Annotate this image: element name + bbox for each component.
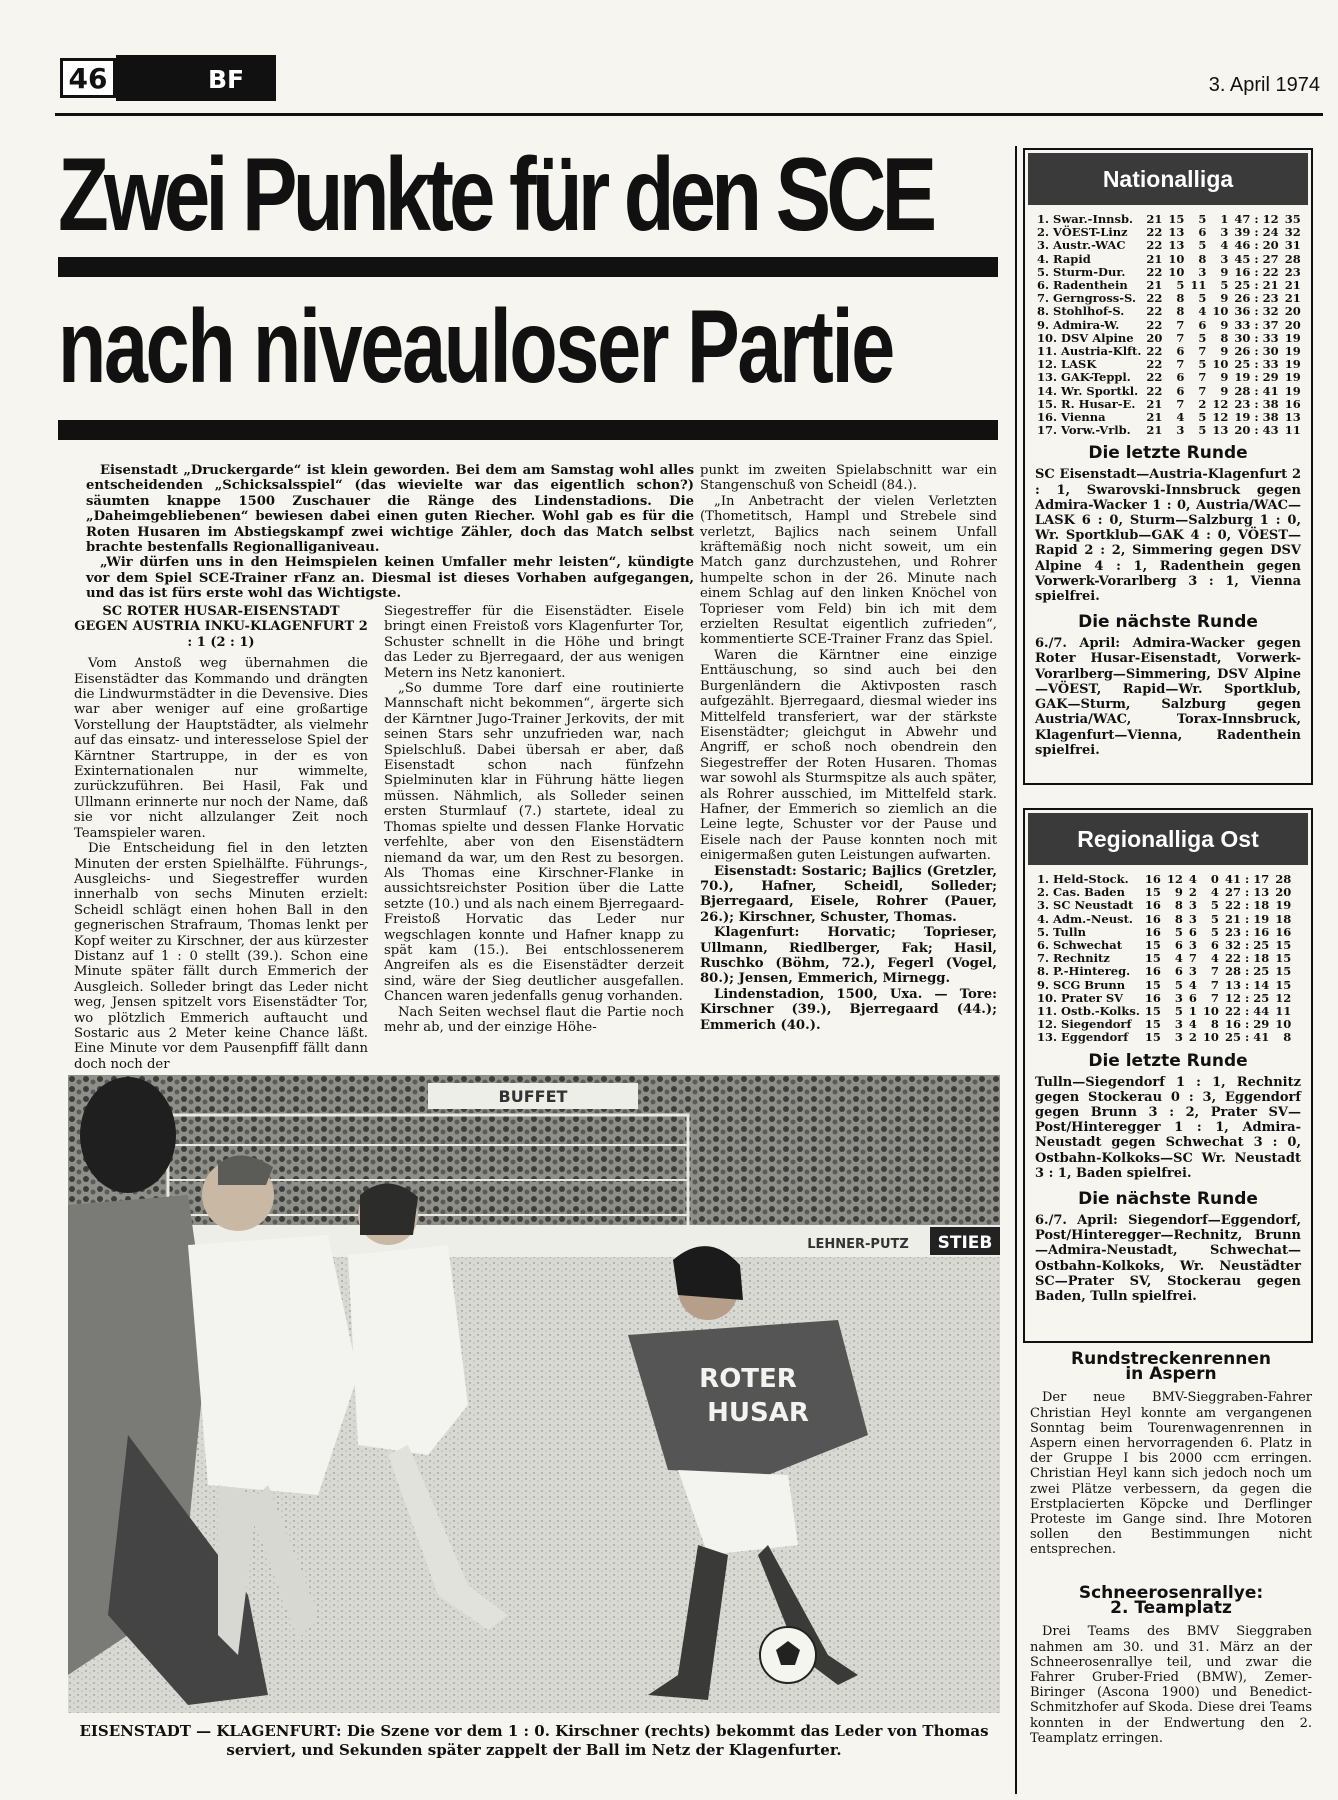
table-row (1035, 385, 1304, 398)
table-cell: 6 (1188, 990, 1197, 1005)
sign-buffet: BUFFET (498, 1087, 568, 1106)
table-cell: 21 (1146, 278, 1163, 293)
body-paragraph: Siegestreffer für die Eisenstädter. Eisele bringt einen Freistoß vors Klagenfurter Tor, Schuster schnellt in die Höhe und bringt das Leder zu Bjerregaard, der aus wenigen Metern ins Netz kanoniert. (384, 604, 684, 681)
table-cell: 22 (1146, 344, 1163, 359)
table-cell: 6 (1188, 924, 1197, 939)
table-cell: 7 (1176, 330, 1185, 345)
table-cell: 47 : 12 (1234, 212, 1279, 226)
team-name: 13. Eggendorf (1037, 1030, 1129, 1045)
table-cell: 3 (1174, 1030, 1183, 1045)
body-paragraph: Die Entscheidung fiel in den letzten Minuten der ersten Spielhälfte. Führungs-, Ausgleichs- und Siegestreffer wurden innerhalb von sechs Minuten erzielt: Scheidl schlägt einen hohen Ball in den gegnerischen Strafraum, Thomas lenkt per Kopf weiter zu Kirschner, der aus kürzester Distanz auf 1 : 0 stellt (39.). Schon eine Minute später fällt durch Emmerich der Ausgleich. Solleder bringt das Leder nicht weg, Jensen spitzelt vors Eisenstädter Tor, wo plötzlich Emmerich auftaucht und Sostaric aus 2 Meter keine Chance läßt. Eine Minute vor dem Pausenpfiff fällt dann doch noch der (74, 841, 368, 1072)
table-cell: 1 (1220, 212, 1229, 226)
nationalliga-box (1023, 148, 1313, 785)
table-cell: 12 : 25 (1224, 990, 1270, 1005)
table-cell: 20 : 43 (1234, 423, 1279, 438)
table-cell: 15 (1144, 885, 1161, 900)
match-photo-illustration (68, 1075, 1000, 1713)
table-cell: 4 (1220, 238, 1229, 253)
table-cell: 28 : 41 (1234, 383, 1279, 398)
table-cell: 13 (1168, 225, 1185, 240)
table-cell: 9 (1220, 291, 1229, 306)
table-cell: 16 (1144, 872, 1161, 886)
table-cell: 7 (1198, 344, 1207, 359)
table-cell: 8 (1174, 911, 1183, 926)
article-column-3 (700, 463, 997, 1033)
regionalliga-box (1023, 808, 1313, 1343)
table-cell: 8 (1283, 1030, 1292, 1045)
table-cell: 7 (1198, 370, 1207, 385)
table-cell: 23 : 38 (1234, 396, 1279, 411)
table-cell: 20 (1146, 330, 1163, 345)
table-cell: 10 (1275, 1017, 1292, 1032)
section-bar (116, 55, 276, 101)
table-cell: 15 (1144, 938, 1161, 953)
table-cell: 19 (1284, 330, 1301, 345)
table-cell: 12 (1275, 990, 1292, 1005)
schneerosen-title: Schneerosenrallye: 2. Teamplatz (1078, 1583, 1264, 1619)
team-name: 14. Wr. Sportkl. (1037, 383, 1139, 398)
table-cell: 31 (1284, 238, 1301, 253)
table-cell: 11 (1284, 423, 1301, 438)
table-cell: 8 (1174, 898, 1183, 913)
table-cell: 18 (1275, 911, 1292, 926)
table-cell: 25 : 21 (1234, 278, 1279, 293)
nationalliga-next-round-title: Die nächste Runde (1078, 612, 1258, 633)
table-cell: 16 (1144, 990, 1161, 1005)
team-name: 6. Schwechat (1037, 938, 1123, 953)
sidebar-divider (1015, 146, 1017, 1794)
table-cell: 6 (1176, 344, 1185, 359)
body-paragraph: Nach Seiten wechsel flaut die Partie noch mehr ab, und der einzige Höhe- (384, 1004, 684, 1035)
table-cell: 3 (1188, 964, 1197, 979)
body-paragraph: Vom Anstoß weg übernahmen die Eisenstädter das Kommando und drängten die Lindwurmstädter in die Devensive. Dies war aber weniger auf eine großartige Vorstellung der Hauptstädter, als vielmehr auf das einsatz- und interesselose Spiel der Kärntner Startruppe, in der es von Exinternationalen nur wimmelte, zurückzuführen. Bei Hasil, Fak und Ullmann erinnerte nur noch der Name, daß sie vor nicht allzulanger Zeit noch Teamspieler waren. (74, 656, 368, 841)
headline-rule-1 (58, 257, 998, 277)
table-cell: 16 : 29 (1224, 1017, 1270, 1032)
table-cell: 15 (1275, 977, 1292, 992)
table-cell: 22 (1146, 304, 1163, 319)
table-cell: 12 (1212, 396, 1229, 411)
table-cell: 9 (1220, 264, 1229, 279)
match-heading: SC ROTER HUSAR-EISENSTADT GEGEN AUSTRIA INKU-KLAGENFURT 2 : 1 (2 : 1) (74, 604, 368, 650)
regionalliga-last-round: Tulln—Siegendorf 1 : 1, Rechnitz gegen Stockerau 0 : 3, Eggendorf gegen Brunn 3 : 2, Prater SV—Post/Hinteregger 1 : 1, Admira-Neustadt gegen Schwechat 3 : 0, Ostbahn-Kolkoks—SC Wr. Neustadt 3 : 1, Baden spielfrei. (1035, 1074, 1301, 1181)
table-cell: 6 (1174, 964, 1183, 979)
caption-text: Die Szene vor dem 1 : 0. Kirschner (rechts) bekommt das Leder von Thomas serviert, und Sekunden später zappelt der Ball im Netz der Klagenfurter. (226, 1722, 989, 1759)
table-cell: 12 (1212, 410, 1229, 425)
table-cell: 23 (1284, 264, 1301, 279)
table-cell: 7 (1210, 964, 1219, 979)
table-row (1035, 239, 1304, 252)
table-cell: 20 (1284, 304, 1301, 319)
nationalliga-next-round: 6./7. April: Admira-Wacker gegen Roter Husar-Eisenstadt, Vorwerk-Vorarlberg—Simmering, DSV Alpine—VÖEST, Rapid—Wr. Sportklub, GAK—Sturm, Salzburg gegen Austria/WAC, Torax-Innsbruck, Klagenfurt—Vienna, Radenthein spielfrei. (1035, 636, 1301, 758)
team-name: 1. Held-Stock. (1037, 872, 1129, 886)
team-name: 2. VÖEST-Linz (1037, 225, 1128, 240)
headline-line-2: nach niveauloser Partie (58, 289, 893, 405)
team-name: 11. Ostb.-Kolks. (1037, 1004, 1140, 1019)
table-cell: 10 (1212, 304, 1229, 319)
regionalliga-last-round-title: Die letzte Runde (1088, 1050, 1248, 1071)
table-cell: 22 (1146, 357, 1163, 372)
table-row (1035, 371, 1304, 384)
top-rule (55, 113, 1323, 116)
table-cell: 19 : 38 (1234, 410, 1279, 425)
table-cell: 26 : 23 (1234, 291, 1279, 306)
table-cell: 3 (1188, 898, 1197, 913)
table-cell: 5 (1174, 1004, 1183, 1019)
table-cell: 21 (1146, 212, 1163, 226)
table-cell: 16 (1144, 964, 1161, 979)
team-name: 4. Rapid (1037, 251, 1091, 266)
team-name: 13. GAK-Teppl. (1037, 370, 1131, 385)
table-cell: 15 (1275, 964, 1292, 979)
table-cell: 6 (1176, 383, 1185, 398)
table-cell: 21 (1284, 291, 1301, 306)
table-cell: 21 : 19 (1224, 911, 1270, 926)
headline-rule-2 (58, 420, 998, 440)
body-paragraph: „In Anbetracht der vielen Verletzten (Thometitsch, Hampl und Strebele sind verletzt, Bajlics nach seinem Unfall kräftemäßig noch nicht soweit, um ein Match ganz durchzustehen, und Rohrer humpelte schon in der 26. Minute nach einem Schlag auf den linken Knöchel von Toprieser vom Feld) bin ich mit dem erzielten Resultat eigentlich zufrieden“, kommentierte SCE-Trainer Franz das Spiel. (700, 493, 997, 648)
team-name: 7. Rechnitz (1037, 951, 1110, 966)
table-cell: 22 (1146, 370, 1163, 385)
table-cell: 26 : 30 (1234, 344, 1279, 359)
table-cell: 4 (1188, 1017, 1197, 1032)
table-cell: 4 (1210, 885, 1219, 900)
rundstrecken-article (1030, 1349, 1312, 1558)
table-cell: 10 (1212, 357, 1229, 372)
team-name: 17. Vorw.-Vrlb. (1037, 423, 1131, 438)
table-cell: 4 (1174, 951, 1183, 966)
table-cell: 5 (1210, 911, 1219, 926)
table-cell: 7 (1210, 977, 1219, 992)
table-cell: 6 (1210, 938, 1219, 953)
team-name: 2. Cas. Baden (1037, 885, 1125, 900)
table-cell: 19 (1284, 357, 1301, 372)
match-facts: Lindenstadion, 1500, Uxa. — Tore: Kirschner (39.), Bjerregaard (44.); Emmerich (40.). (700, 986, 997, 1033)
table-cell: 5 (1220, 278, 1229, 293)
lineup-eisenstadt: Eisenstadt: Sostaric; Bajlics (Gretzler, 70.), Hafner, Scheidl, Solleder; Bjerregaard, Eisele, Rohrer (Pauer, 26.); Kirschner, Schuster, Thomas. (700, 863, 997, 925)
body-paragraph: „So dumme Tore darf eine routinierte Mannschaft nicht bekommen“, ärgerte sich der Kärntner Jugo-Trainer Jerkovits, der mit seinen Stars sehr unzufrieden war, nach Spielschluß. Dabei übersah er aber, daß Eisenstadt schon nach fünfzehn Spielminuten klar in Führung hätte liegen müssen. Nähmlich, als Solleder seinen ersten Sturmlauf (7.) startete, ideal zu Thomas spielte und dessen Flanke Horvatic verfehlte, aber von den Eisenstädtern niemand da war, um den Rest zu besorgen. Als Thomas eine Kirschner-Flanke in aussichtsreichster Position über die Latte setzte (10.) und als nach einem Bjerregaard-Freistoß Horvatic das Leder nur wegschlagen konnte und Hafner knapp zu spät kam (15.). Bei entschlossenerem Angreifen als es die Eisenstädter derzeit sind, wäre der Sieg deutlicher ausgefallen. Chancen waren jedenfalls genug vorhanden. (384, 681, 684, 1005)
table-cell: 15 (1275, 951, 1292, 966)
regionalliga-next-round: 6./7. April: Siegendorf—Eggendorf, Post/Hinteregger—Rechnitz, Brunn—Admira-Neustadt, Schwechat—Ostbahn-Kolkoks, Wr. Neustädter SC—Prater SV, Stockerau gegen Baden, Tulln spielfrei. (1035, 1213, 1301, 1305)
table-cell: 7 (1198, 383, 1207, 398)
table-row (1035, 424, 1304, 437)
issue-date: 3. April 1974 (1208, 74, 1320, 96)
table-cell: 5 (1174, 977, 1183, 992)
nationalliga-last-round-title: Die letzte Runde (1088, 443, 1248, 464)
table-cell: 22 : 44 (1224, 1004, 1270, 1019)
table-cell: 21 (1146, 423, 1163, 438)
table-cell: 10 (1202, 1030, 1219, 1045)
table-cell: 3 (1188, 911, 1197, 926)
table-cell: 9 (1220, 344, 1229, 359)
table-cell: 8 (1220, 330, 1229, 345)
nationalliga-title: Nationalliga (1028, 153, 1308, 205)
table-cell: 32 : 25 (1224, 938, 1270, 953)
table-cell: 19 (1284, 383, 1301, 398)
team-name: 16. Vienna (1037, 410, 1106, 425)
table-cell: 10 (1202, 1004, 1219, 1019)
table-cell: 6 (1198, 317, 1207, 332)
table-cell: 7 (1176, 357, 1185, 372)
page-number: 46 (60, 58, 116, 98)
table-cell: 45 : 27 (1234, 251, 1279, 266)
table-cell: 13 (1212, 423, 1229, 438)
table-cell: 3 (1198, 264, 1207, 279)
team-name: 6. Radenthein (1037, 278, 1128, 293)
table-row (1035, 319, 1304, 332)
table-cell: 28 (1275, 872, 1292, 886)
table-cell: 10 (1168, 264, 1185, 279)
schneerosen-article (1030, 1583, 1312, 1746)
table-cell: 13 (1168, 238, 1185, 253)
table-cell: 3 (1174, 990, 1183, 1005)
table-cell: 41 : 17 (1224, 872, 1270, 886)
table-cell: 1 (1188, 1004, 1197, 1019)
rundstrecken-text: Der neue BMV-Sieggraben-Fahrer Christian Heyl konnte am vergangenen Sonntag beim Tourenwagenrennen in Aspern einen hervorragenden 6. Platz in der Gruppe I bis 2000 ccm erringen. Christian Heyl kann sich jedoch noch um zwei Plätze verbessern, da gegen die Erstplacierten Köpcke und Derflinger Proteste im Gange sind. Ihre Motoren sollen den Bestimmungen nicht entsprechen. (1030, 1390, 1312, 1558)
table-cell: 22 (1146, 383, 1163, 398)
team-name: 15. R. Husar-E. (1037, 396, 1136, 411)
table-cell: 39 : 24 (1234, 225, 1279, 240)
table-cell: 16 (1144, 911, 1161, 926)
table-cell: 25 : 33 (1234, 357, 1279, 372)
table-cell: 4 (1176, 410, 1185, 425)
nationalliga-table (1035, 213, 1304, 437)
table-cell: 13 : 14 (1224, 977, 1270, 992)
team-name: 5. Tulln (1037, 924, 1086, 939)
table-cell: 8 (1176, 304, 1185, 319)
table-cell: 11 (1190, 278, 1207, 293)
team-name: 3. SC Neustadt (1037, 898, 1134, 913)
table-cell: 15 (1144, 977, 1161, 992)
table-cell: 7 (1176, 396, 1185, 411)
table-row (1035, 253, 1304, 266)
table-cell: 13 (1284, 410, 1301, 425)
table-cell: 35 (1284, 212, 1301, 226)
table-cell: 3 (1176, 423, 1185, 438)
table-cell: 22 (1146, 317, 1163, 332)
table-cell: 5 (1198, 357, 1207, 372)
table-cell: 5 (1210, 924, 1219, 939)
table-cell: 5 (1176, 278, 1185, 293)
table-cell: 5 (1198, 423, 1207, 438)
table-cell: 15 (1275, 938, 1292, 953)
table-cell: 9 (1220, 317, 1229, 332)
jersey-text-1: ROTER (699, 1364, 797, 1394)
table-cell: 16 (1144, 898, 1161, 913)
jersey-text-2: HUSAR (707, 1398, 809, 1428)
rundstrecken-title: Rundstreckenrennen in Aspern (1071, 1349, 1271, 1385)
team-name: 7. Gerngross-S. (1037, 291, 1136, 306)
table-cell: 5 (1210, 898, 1219, 913)
table-cell: 22 (1146, 291, 1163, 306)
table-cell: 21 (1146, 251, 1163, 266)
table-cell: 9 (1220, 383, 1229, 398)
body-paragraph: punkt im zweiten Spielabschnitt war ein Stangenschuß von Scheidl (84.). (700, 463, 997, 494)
table-cell: 28 (1284, 251, 1301, 266)
table-row (1035, 965, 1294, 978)
table-cell: 15 (1144, 951, 1161, 966)
team-name: 12. Siegendorf (1037, 1017, 1132, 1032)
table-cell: 28 : 25 (1224, 964, 1270, 979)
table-cell: 22 : 18 (1224, 951, 1270, 966)
table-cell: 20 (1284, 317, 1301, 332)
table-cell: 15 (1144, 1004, 1161, 1019)
table-cell: 21 (1146, 410, 1163, 425)
table-row (1035, 979, 1294, 992)
match-photo (68, 1075, 1000, 1713)
sign-stieb: STIEB (937, 1233, 993, 1253)
table-cell: 27 : 13 (1224, 885, 1270, 900)
headline-line-1: Zwei Punkte für den SCE (58, 137, 933, 253)
lead-paragraph: Eisenstadt „Druckergarde“ ist klein geworden. Bei dem am Samstag wohl alles entscheidenden „Schicksalsspiel“ (das wievielte war das eigentlich schon?) säumten knappe 1500 Zuschauer die Ränge des Lindenstadions. Die „Daheimgebliebenen“ bewiesen dabei einen guten Riecher. Wohl gab es für die Roten Husaren im Abstiegskampf zwei wichtige Zähler, doch das Match selbst brachte bestenfalls Regionalliganiveau. (86, 463, 694, 556)
regionalliga-next-round-title: Die nächste Runde (1078, 1189, 1258, 1210)
table-cell: 5 (1198, 291, 1207, 306)
table-cell: 11 (1275, 1004, 1292, 1019)
team-name: 12. LASK (1037, 357, 1097, 372)
caption-lead: EISENSTADT — KLAGENFURT: (79, 1722, 342, 1740)
table-cell: 6 (1198, 225, 1207, 240)
table-cell: 5 (1198, 212, 1207, 226)
table-cell: 15 (1168, 212, 1185, 226)
table-cell: 9 (1220, 370, 1229, 385)
table-cell: 5 (1198, 330, 1207, 345)
table-cell: 16 : 22 (1234, 264, 1279, 279)
table-cell: 19 (1275, 898, 1292, 913)
table-cell: 2 (1198, 396, 1207, 411)
team-name: 9. Admira-W. (1037, 317, 1120, 332)
table-cell: 8 (1210, 1017, 1219, 1032)
table-cell: 7 (1210, 990, 1219, 1005)
article-column-2 (384, 604, 684, 1035)
team-name: 8. Stohlhof-S. (1037, 304, 1125, 319)
table-row (1035, 899, 1294, 912)
table-cell: 4 (1188, 872, 1197, 886)
table-cell: 33 : 37 (1234, 317, 1279, 332)
table-cell: 22 : 18 (1224, 898, 1270, 913)
regionalliga-title: Regionalliga Ost (1028, 813, 1308, 865)
team-name: 11. Austria-Klft. (1037, 344, 1142, 359)
table-cell: 32 (1284, 225, 1301, 240)
table-cell: 21 (1146, 396, 1163, 411)
table-cell: 19 (1284, 344, 1301, 359)
lineup-klagenfurt: Klagenfurt: Horvatic; Toprieser, Ullmann, Riedlberger, Fak; Hasil, Ruschko (Böhm, 72.), Fegerl (Vogel, 80.); Jensen, Emmerich, Mirnegg. (700, 925, 997, 987)
table-cell: 8 (1176, 291, 1185, 306)
team-name: 9. SCG Brunn (1037, 977, 1126, 992)
table-cell: 5 (1198, 238, 1207, 253)
table-cell: 36 : 32 (1234, 304, 1279, 319)
table-row (1035, 1031, 1294, 1044)
table-cell: 16 (1144, 924, 1161, 939)
team-name: 3. Austr.-WAC (1037, 238, 1126, 253)
section-label: BF (208, 65, 245, 94)
article-lead (86, 463, 694, 602)
table-cell: 0 (1210, 872, 1219, 886)
table-cell: 3 (1174, 1017, 1183, 1032)
table-cell: 4 (1188, 977, 1197, 992)
table-cell: 22 (1146, 264, 1163, 279)
team-name: 8. P.-Hintereg. (1037, 964, 1131, 979)
table-cell: 10 (1168, 251, 1185, 266)
table-cell: 2 (1188, 885, 1197, 900)
body-paragraph: Waren die Kärntner eine einzige Enttäuschung, so sind auch bei den Burgenländern die Aktivposten rasch aufgezählt. Bjerregaard, diesmal wieder ins Mittelfeld transferiert, war der stärkste Eisenstädter; gleichgut in Abwehr und Angriff, er schoß noch obendrein den Siegestreffer der Roten Husaren. Thomas war sowohl als Sturmspitze als auch später, als Rohrer ausschied, im Mittelfeld stark. Hafner, der Emmerich so ziemlich an die Leine legte, Schuster vor der Pause und Eisele nach der Pause konnten noch mit einigermaßen guten Leistungen aufwarten. (700, 647, 997, 864)
table-cell: 21 (1284, 278, 1301, 293)
table-cell: 3 (1220, 225, 1229, 240)
team-name: 1. Swar.-Innsb. (1037, 212, 1134, 226)
schneerosen-text: Drei Teams des BMV Sieggraben nahmen am 30. und 31. März an der Schneerosenrallye teil, und zwar die Fahrer Gruber-Fried (BMW), Zemer-Biringer (Ascona 1900) und Benedict-Schmitzhofer auf Skoda. Diese drei Teams konnten in der Endwertung den 2. Teamplatz erringen. (1030, 1624, 1312, 1746)
sign-lehner: LEHNER-PUTZ (807, 1237, 909, 1252)
table-cell: 2 (1188, 1030, 1197, 1045)
table-cell: 22 (1146, 225, 1163, 240)
team-name: 4. Adm.-Neust. (1037, 911, 1133, 926)
table-cell: 20 (1275, 885, 1292, 900)
table-cell: 5 (1198, 410, 1207, 425)
table-cell: 9 (1174, 885, 1183, 900)
table-cell: 19 : 29 (1234, 370, 1279, 385)
team-name: 10. DSV Alpine (1037, 330, 1134, 345)
table-cell: 22 (1146, 238, 1163, 253)
table-cell: 25 : 41 (1224, 1030, 1270, 1045)
table-cell: 5 (1174, 924, 1183, 939)
table-cell: 12 (1166, 872, 1183, 886)
table-cell: 6 (1174, 938, 1183, 953)
table-cell: 30 : 33 (1234, 330, 1279, 345)
table-cell: 4 (1210, 951, 1219, 966)
regionalliga-table (1035, 873, 1294, 1045)
table-cell: 16 (1284, 396, 1301, 411)
team-name: 10. Prater SV (1037, 990, 1124, 1005)
table-cell: 7 (1176, 317, 1185, 332)
nationalliga-last-round: SC Eisenstadt—Austria-Klagenfurt 2 : 1, Swarovski-Innsbruck gegen Admira-Wacker 1 : 0, Austria/WAC—LASK 6 : 0, Sturm—Salzburg 1 : 0, Wr. Sportklub—GAK 4 : 0, VÖEST—Rapid 2 : 2, Simmering gegen DSV Alpine 4 : 1, Radenthein gegen Vorwerk-Vorarlberg 3 : 1, Vienna spielfrei. (1035, 467, 1301, 605)
table-cell: 16 (1275, 924, 1292, 939)
table-cell: 3 (1188, 938, 1197, 953)
table-row (1035, 913, 1294, 926)
table-cell: 8 (1198, 251, 1207, 266)
table-cell: 23 : 16 (1224, 924, 1270, 939)
table-cell: 15 (1144, 1017, 1161, 1032)
table-row (1035, 305, 1304, 318)
table-cell: 7 (1188, 951, 1197, 966)
table-cell: 15 (1144, 1030, 1161, 1045)
team-name: 5. Sturm-Dur. (1037, 264, 1126, 279)
table-cell: 4 (1198, 304, 1207, 319)
table-cell: 3 (1220, 251, 1229, 266)
photo-caption (68, 1722, 1000, 1760)
article-column-1 (74, 604, 368, 1072)
table-cell: 6 (1176, 370, 1185, 385)
lead-paragraph: „Wir dürfen uns in den Heimspielen keinen Umfaller mehr leisten“, kündigte vor dem Spiel SCE-Trainer rFanz an. Diesmal ist dieses Vorhaben aufgegangen, und das ist fürs erste wohl das Wichtigste. (86, 555, 694, 602)
table-cell: 46 : 20 (1234, 238, 1279, 253)
table-cell: 19 (1284, 370, 1301, 385)
